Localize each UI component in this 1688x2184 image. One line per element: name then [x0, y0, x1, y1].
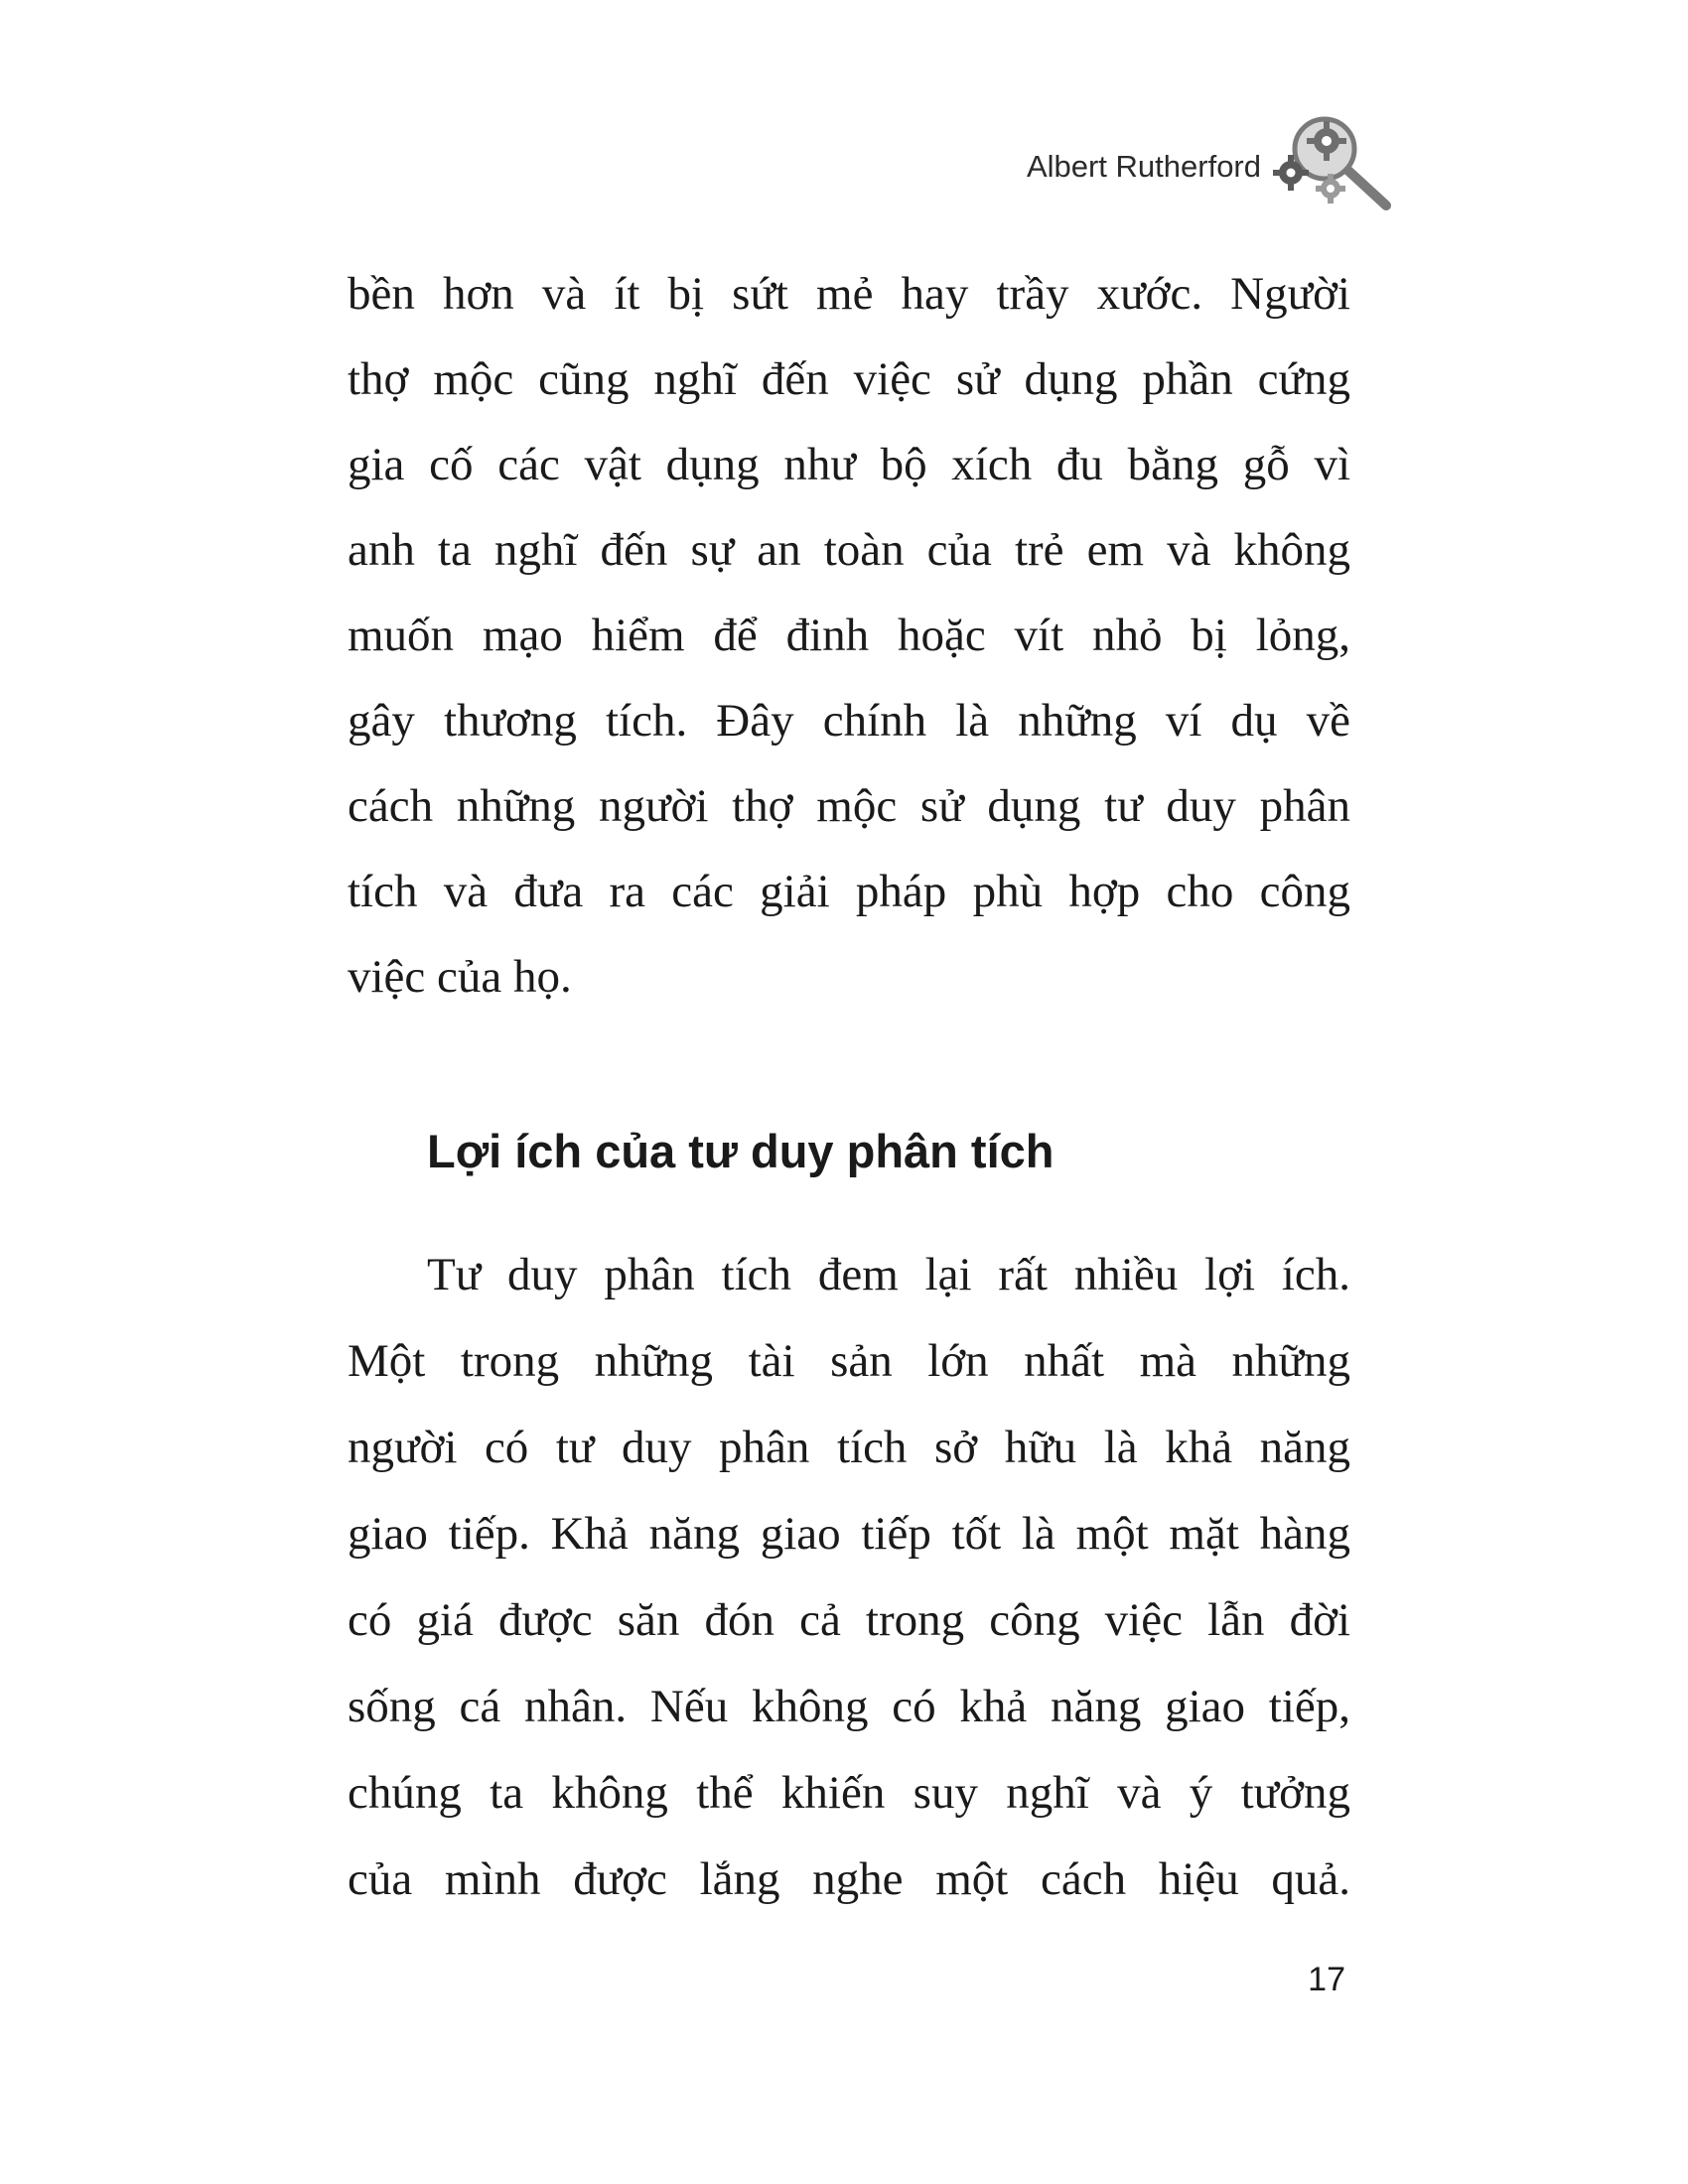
text-line: chúng ta không thể khiến suy nghĩ và ý tưởng	[348, 1767, 1350, 1819]
text-line: thợ mộc cũng nghĩ đến việc sử dụng phần cứng	[348, 353, 1350, 405]
text-line: anh ta nghĩ đến sự an toàn của trẻ em và không	[348, 524, 1350, 576]
text-line: cách những người thợ mộc sử dụng tư duy phân	[348, 780, 1350, 832]
page-number: 17	[1308, 1961, 1345, 1998]
text-line: Tư duy phân tích đem lại rất nhiều lợi ích.	[427, 1249, 1350, 1300]
text-line: người có tư duy phân tích sở hữu là khả năng	[348, 1422, 1350, 1473]
text-line: muốn mạo hiểm để đinh hoặc vít nhỏ bị lỏng,	[348, 610, 1350, 661]
text-line: gia cố các vật dụng như bộ xích đu bằng gỗ vì	[348, 439, 1350, 490]
text-line: có giá được săn đón cả trong công việc lẫn đời	[348, 1594, 1350, 1646]
text-line: việc của họ.	[348, 951, 572, 1003]
running-head-author: Albert Rutherford	[1026, 149, 1261, 184]
text-line: gây thương tích. Đây chính là những ví dụ về	[348, 695, 1350, 747]
running-head	[894, 111, 1400, 220]
section-heading: Lợi ích của tư duy phân tích	[427, 1125, 1055, 1177]
text-line: sống cá nhân. Nếu không có khả năng giao tiếp,	[348, 1681, 1350, 1732]
text-line: tích và đưa ra các giải pháp phù hợp cho công	[348, 866, 1350, 917]
text-line: bền hơn và ít bị sứt mẻ hay trầy xước. Người	[348, 268, 1350, 320]
text-line: giao tiếp. Khả năng giao tiếp tốt là một mặt hàng	[348, 1508, 1350, 1560]
text-line: của mình được lắng nghe một cách hiệu quả.	[348, 1853, 1350, 1905]
gears-magnifier-icon	[1269, 111, 1400, 220]
text-line: Một trong những tài sản lớn nhất mà những	[348, 1335, 1350, 1387]
